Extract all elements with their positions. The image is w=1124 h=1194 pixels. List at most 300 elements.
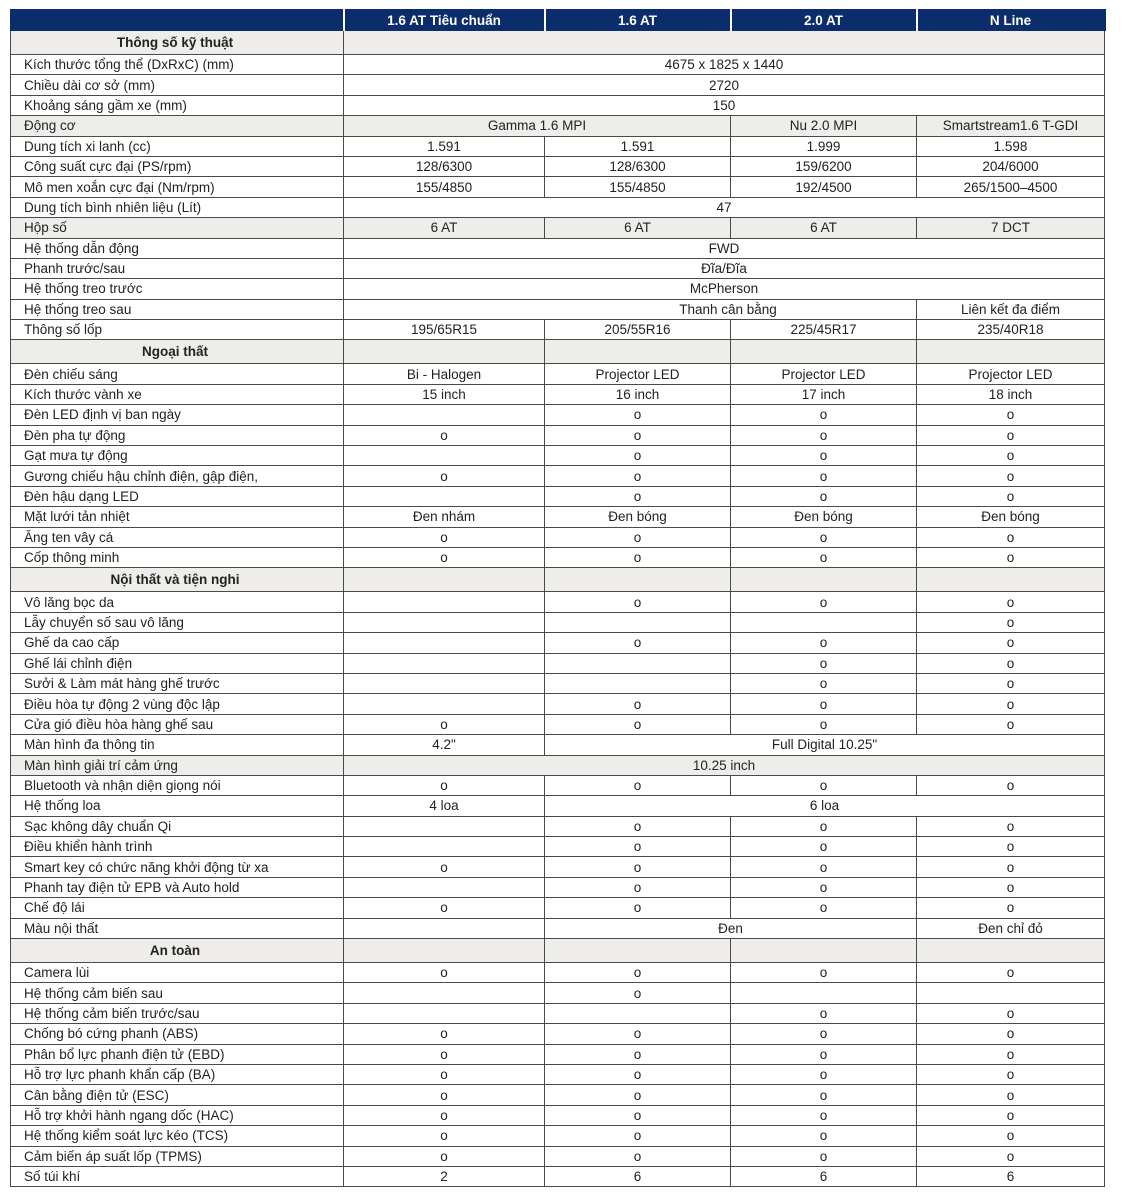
feature-available-mark: o [917, 527, 1105, 547]
spec-value [344, 486, 545, 506]
table-row [11, 116, 1105, 136]
spec-label: Phân bổ lực phanh điện tử (EBD) [11, 1044, 344, 1064]
spec-value: Bi - Halogen [344, 364, 545, 384]
table-row [11, 75, 1105, 95]
spec-value: 195/65R15 [344, 320, 545, 340]
spec-label: Vô lăng bọc da [11, 592, 344, 612]
section-header-row [11, 939, 1105, 963]
table-row [11, 425, 1105, 445]
spec-value [545, 1003, 731, 1023]
spec-label: Hệ thống treo sau [11, 299, 344, 319]
spec-value: 150 [344, 95, 1105, 115]
feature-available-mark: o [344, 527, 545, 547]
feature-available-mark: o [545, 983, 731, 1003]
feature-available-mark: o [344, 1044, 545, 1064]
spec-value [917, 939, 1105, 963]
feature-available-mark: o [545, 425, 731, 445]
feature-available-mark: o [731, 1146, 917, 1166]
spec-value [917, 340, 1105, 364]
table-row [11, 1024, 1105, 1044]
spec-label: Cân bằng điện tử (ESC) [11, 1085, 344, 1105]
feature-available-mark: o [917, 694, 1105, 714]
feature-available-mark: o [545, 837, 731, 857]
spec-value [731, 939, 917, 963]
spec-value [545, 568, 731, 592]
feature-available-mark: o [917, 837, 1105, 857]
table-row [11, 1105, 1105, 1125]
feature-available-mark: o [344, 1024, 545, 1044]
spec-value: 4.2" [344, 735, 545, 755]
feature-available-mark: o [731, 1064, 917, 1084]
table-row [11, 963, 1105, 983]
spec-label: Màn hình đa thông tin [11, 735, 344, 755]
feature-available-mark: o [731, 446, 917, 466]
header-variant-n-line: N Line [917, 10, 1105, 31]
table-row [11, 258, 1105, 278]
feature-available-mark: o [344, 466, 545, 486]
feature-available-mark: o [344, 963, 545, 983]
feature-available-mark: o [917, 673, 1105, 693]
spec-value: FWD [344, 238, 1105, 258]
spec-label: Màn hình giải trí cảm ứng [11, 755, 344, 775]
spec-label: Hệ thống dẫn động [11, 238, 344, 258]
table-row [11, 1003, 1105, 1023]
spec-value: Projector LED [917, 364, 1105, 384]
spec-label: Bluetooth và nhận diện giọng nói [11, 775, 344, 795]
section-header-row [11, 568, 1105, 592]
spec-value [917, 568, 1105, 592]
spec-label: Gạt mưa tự động [11, 446, 344, 466]
spec-label: Dung tích bình nhiên liệu (Lít) [11, 197, 344, 217]
spec-value [731, 340, 917, 364]
table-row [11, 1166, 1105, 1186]
spec-value: 155/4850 [344, 177, 545, 197]
feature-available-mark: o [545, 898, 731, 918]
spec-value: 2 [344, 1166, 545, 1186]
feature-available-mark: o [731, 653, 917, 673]
spec-value: 6 AT [344, 218, 545, 238]
spec-value [344, 592, 545, 612]
spec-value: 6 AT [545, 218, 731, 238]
spec-value: 235/40R18 [917, 320, 1105, 340]
feature-available-mark: o [917, 816, 1105, 836]
spec-label: Dung tích xi lanh (cc) [11, 136, 344, 156]
feature-available-mark: o [545, 857, 731, 877]
spec-value: Đen bóng [545, 507, 731, 527]
spec-value: 128/6300 [344, 156, 545, 176]
spec-value: 225/45R17 [731, 320, 917, 340]
feature-available-mark: o [917, 775, 1105, 795]
feature-available-mark: o [917, 714, 1105, 734]
spec-label: Đèn pha tự động [11, 425, 344, 445]
feature-available-mark: o [731, 633, 917, 653]
feature-available-mark: o [545, 446, 731, 466]
spec-value: Đen bóng [917, 507, 1105, 527]
table-row [11, 136, 1105, 156]
table-row [11, 1146, 1105, 1166]
table-row [11, 857, 1105, 877]
spec-label: Hệ thống kiểm soát lực kéo (TCS) [11, 1126, 344, 1146]
spec-label: Phanh trước/sau [11, 258, 344, 278]
spec-value [344, 568, 545, 592]
feature-available-mark: o [731, 466, 917, 486]
feature-available-mark: o [917, 1085, 1105, 1105]
table-row [11, 466, 1105, 486]
spec-label: Kích thước tổng thể (DxRxC) (mm) [11, 55, 344, 75]
spec-label: Chế độ lái [11, 898, 344, 918]
feature-available-mark: o [731, 1105, 917, 1125]
spec-value [344, 877, 545, 897]
spec-value: 204/6000 [917, 156, 1105, 176]
table-row [11, 735, 1105, 755]
spec-value: 155/4850 [545, 177, 731, 197]
feature-available-mark: o [731, 1003, 917, 1023]
feature-available-mark: o [731, 898, 917, 918]
feature-available-mark: o [917, 963, 1105, 983]
table-row [11, 633, 1105, 653]
feature-available-mark: o [917, 405, 1105, 425]
section-title: Ngoại thất [11, 340, 344, 364]
feature-available-mark: o [731, 405, 917, 425]
spec-label: Chống bó cứng phanh (ABS) [11, 1024, 344, 1044]
feature-available-mark: o [917, 653, 1105, 673]
spec-value: Projector LED [545, 364, 731, 384]
feature-available-mark: o [545, 1064, 731, 1084]
table-row [11, 197, 1105, 217]
feature-available-mark: o [545, 1085, 731, 1105]
feature-available-mark: o [731, 694, 917, 714]
feature-available-mark: o [545, 877, 731, 897]
spec-value [917, 983, 1105, 1003]
spec-value [731, 983, 917, 1003]
section-title: Thông số kỹ thuật [11, 31, 344, 55]
header-variant-1-6-at-standard: 1.6 AT Tiêu chuẩn [344, 10, 545, 31]
feature-available-mark: o [545, 486, 731, 506]
table-row [11, 507, 1105, 527]
spec-value: Đĩa/Đĩa [344, 258, 1105, 278]
feature-available-mark: o [545, 963, 731, 983]
feature-available-mark: o [344, 857, 545, 877]
feature-available-mark: o [545, 527, 731, 547]
section-header-row [11, 340, 1105, 364]
spec-label: Mô men xoắn cực đại (Nm/rpm) [11, 177, 344, 197]
feature-available-mark: o [545, 633, 731, 653]
feature-available-mark: o [545, 405, 731, 425]
feature-available-mark: o [545, 592, 731, 612]
spec-value [344, 1003, 545, 1023]
feature-available-mark: o [545, 694, 731, 714]
spec-value [344, 837, 545, 857]
spec-value: Smartstream1.6 T-GDI [917, 116, 1105, 136]
feature-available-mark: o [731, 837, 917, 857]
table-row [11, 279, 1105, 299]
feature-available-mark: o [917, 1024, 1105, 1044]
spec-value: 128/6300 [545, 156, 731, 176]
spec-label: Hộp số [11, 218, 344, 238]
table-row [11, 796, 1105, 816]
spec-value: 1.591 [545, 136, 731, 156]
spec-value [344, 939, 545, 963]
feature-available-mark: o [344, 425, 545, 445]
spec-label: Công suất cực đại (PS/rpm) [11, 156, 344, 176]
spec-label: Điều hòa tự động 2 vùng độc lập [11, 694, 344, 714]
spec-value [731, 612, 917, 632]
table-row [11, 527, 1105, 547]
feature-available-mark: o [917, 486, 1105, 506]
feature-available-mark: o [545, 1024, 731, 1044]
spec-label: Điều khiển hành trình [11, 837, 344, 857]
table-row [11, 238, 1105, 258]
feature-available-mark: o [731, 673, 917, 693]
feature-available-mark: o [545, 1105, 731, 1125]
table-row [11, 653, 1105, 673]
spec-value [731, 568, 917, 592]
spec-value [344, 633, 545, 653]
spec-value: 1.598 [917, 136, 1105, 156]
table-row [11, 1064, 1105, 1084]
feature-available-mark: o [344, 775, 545, 795]
feature-available-mark: o [917, 592, 1105, 612]
header-blank [11, 10, 344, 31]
spec-label: Động cơ [11, 116, 344, 136]
spec-label: Ghế lái chỉnh điện [11, 653, 344, 673]
feature-available-mark: o [917, 612, 1105, 632]
table-row [11, 218, 1105, 238]
table-row [11, 1085, 1105, 1105]
feature-available-mark: o [545, 816, 731, 836]
spec-value [545, 939, 731, 963]
spec-label: Hỗ trợ lực phanh khẩn cấp (BA) [11, 1064, 344, 1084]
section-header-row [11, 31, 1105, 55]
feature-available-mark: o [731, 775, 917, 795]
spec-value [344, 340, 545, 364]
spec-value [344, 673, 545, 693]
feature-available-mark: o [731, 857, 917, 877]
spec-label: Hệ thống cảm biến sau [11, 983, 344, 1003]
feature-available-mark: o [917, 446, 1105, 466]
feature-available-mark: o [917, 547, 1105, 567]
spec-value: Full Digital 10.25" [545, 735, 1105, 755]
spec-label: Khoảng sáng gầm xe (mm) [11, 95, 344, 115]
feature-available-mark: o [917, 857, 1105, 877]
spec-label: Hệ thống loa [11, 796, 344, 816]
feature-available-mark: o [344, 547, 545, 567]
feature-available-mark: o [917, 633, 1105, 653]
table-row [11, 486, 1105, 506]
spec-label: Màu nội thất [11, 918, 344, 938]
feature-available-mark: o [545, 775, 731, 795]
spec-label: Đèn hậu dạng LED [11, 486, 344, 506]
spec-value [344, 918, 545, 938]
feature-available-mark: o [731, 486, 917, 506]
feature-available-mark: o [545, 714, 731, 734]
table-row [11, 983, 1105, 1003]
feature-available-mark: o [731, 714, 917, 734]
feature-available-mark: o [917, 1064, 1105, 1084]
section-title: Nội thất và tiện nghi [11, 568, 344, 592]
table-row [11, 612, 1105, 632]
table-row [11, 320, 1105, 340]
table-row [11, 898, 1105, 918]
feature-available-mark: o [731, 527, 917, 547]
feature-available-mark: o [545, 466, 731, 486]
feature-available-mark: o [344, 1064, 545, 1084]
header-variant-2-0-at: 2.0 AT [731, 10, 917, 31]
spec-value: Đen bóng [731, 507, 917, 527]
feature-available-mark: o [917, 1044, 1105, 1064]
table-row [11, 384, 1105, 404]
spec-value: 6 AT [731, 218, 917, 238]
spec-value: 4675 x 1825 x 1440 [344, 55, 1105, 75]
spec-value [344, 446, 545, 466]
spec-value: Thanh cân bằng [344, 299, 917, 319]
table-row [11, 877, 1105, 897]
feature-available-mark: o [545, 1146, 731, 1166]
spec-label: Hệ thống treo trước [11, 279, 344, 299]
feature-available-mark: o [917, 1105, 1105, 1125]
spec-label: Ghế da cao cấp [11, 633, 344, 653]
spec-label: Hệ thống cảm biến trước/sau [11, 1003, 344, 1023]
spec-value: 47 [344, 197, 1105, 217]
spec-value [344, 694, 545, 714]
table-row [11, 547, 1105, 567]
table-row [11, 918, 1105, 938]
spec-label: Smart key có chức năng khởi động từ xa [11, 857, 344, 877]
table-row [11, 156, 1105, 176]
spec-value [344, 405, 545, 425]
spec-label: Lẫy chuyển số sau vô lăng [11, 612, 344, 632]
table-row [11, 714, 1105, 734]
spec-value: Gamma 1.6 MPI [344, 116, 731, 136]
feature-available-mark: o [917, 466, 1105, 486]
spec-value: 7 DCT [917, 218, 1105, 238]
spec-value: 10.25 inch [344, 755, 1105, 775]
table-row [11, 775, 1105, 795]
spec-value: 6 [545, 1166, 731, 1186]
feature-available-mark: o [731, 1044, 917, 1064]
feature-available-mark: o [344, 898, 545, 918]
feature-available-mark: o [917, 1126, 1105, 1146]
spec-value: McPherson [344, 279, 1105, 299]
feature-available-mark: o [545, 1126, 731, 1146]
spec-value: Nu 2.0 MPI [731, 116, 917, 136]
table-row [11, 816, 1105, 836]
spec-value: 16 inch [545, 384, 731, 404]
spec-value: 159/6200 [731, 156, 917, 176]
spec-value: 6 loa [545, 796, 1105, 816]
table-row [11, 592, 1105, 612]
spec-value [344, 653, 545, 673]
spec-label: Phanh tay điện tử EPB và Auto hold [11, 877, 344, 897]
feature-available-mark: o [344, 714, 545, 734]
spec-value: 1.999 [731, 136, 917, 156]
spec-label: Chiều dài cơ sở (mm) [11, 75, 344, 95]
spec-value [545, 612, 731, 632]
table-row [11, 177, 1105, 197]
feature-available-mark: o [917, 898, 1105, 918]
spec-label: Cốp thông minh [11, 547, 344, 567]
spec-value: 6 [917, 1166, 1105, 1186]
spec-value [344, 612, 545, 632]
feature-available-mark: o [344, 1146, 545, 1166]
spec-value: 265/1500–4500 [917, 177, 1105, 197]
header-variant-1-6-at: 1.6 AT [545, 10, 731, 31]
spec-value [344, 983, 545, 1003]
table-row [11, 694, 1105, 714]
spec-value [545, 653, 731, 673]
table-row [11, 364, 1105, 384]
feature-available-mark: o [731, 816, 917, 836]
spec-value: 15 inch [344, 384, 545, 404]
spec-value: 205/55R16 [545, 320, 731, 340]
spec-label: Thông số lốp [11, 320, 344, 340]
spec-label: Cảm biến áp suất lốp (TPMS) [11, 1146, 344, 1166]
spec-value: 17 inch [731, 384, 917, 404]
spec-value: 1.591 [344, 136, 545, 156]
spec-label: Sạc không dây chuẩn Qi [11, 816, 344, 836]
table-row [11, 673, 1105, 693]
section-title: An toàn [11, 939, 344, 963]
spec-label: Camera lùi [11, 963, 344, 983]
feature-available-mark: o [731, 425, 917, 445]
spec-value: 192/4500 [731, 177, 917, 197]
spec-value: Đen [545, 918, 917, 938]
spec-label: Hỗ trợ khởi hành ngang dốc (HAC) [11, 1105, 344, 1125]
feature-available-mark: o [731, 547, 917, 567]
spec-value: 2720 [344, 75, 1105, 95]
feature-available-mark: o [731, 592, 917, 612]
spec-value [545, 340, 731, 364]
table-row [11, 1044, 1105, 1064]
spec-value: Đen nhám [344, 507, 545, 527]
spec-value: Projector LED [731, 364, 917, 384]
spec-value: 18 inch [917, 384, 1105, 404]
spec-value [545, 673, 731, 693]
spec-label: Số túi khí [11, 1166, 344, 1186]
table-row [11, 95, 1105, 115]
spec-label: Mặt lưới tản nhiệt [11, 507, 344, 527]
table-row [11, 299, 1105, 319]
feature-available-mark: o [344, 1126, 545, 1146]
feature-available-mark: o [917, 1146, 1105, 1166]
spec-label: Đèn chiếu sáng [11, 364, 344, 384]
feature-available-mark: o [731, 1126, 917, 1146]
table-row [11, 1126, 1105, 1146]
section-spacer-cell [344, 31, 1105, 55]
feature-available-mark: o [545, 1044, 731, 1064]
feature-available-mark: o [344, 1105, 545, 1125]
feature-available-mark: o [917, 877, 1105, 897]
table-row [11, 55, 1105, 75]
table-row [11, 755, 1105, 775]
spec-label: Kích thước vành xe [11, 384, 344, 404]
feature-available-mark: o [917, 1003, 1105, 1023]
feature-available-mark: o [731, 1024, 917, 1044]
feature-available-mark: o [731, 877, 917, 897]
spec-table-body [11, 31, 1105, 1187]
spec-label: Đèn LED định vị ban ngày [11, 405, 344, 425]
spec-value: Đen chỉ đỏ [917, 918, 1105, 938]
spec-value: 6 [731, 1166, 917, 1186]
spec-value [344, 816, 545, 836]
feature-available-mark: o [917, 425, 1105, 445]
feature-available-mark: o [545, 547, 731, 567]
table-header-row [11, 10, 1105, 31]
table-row [11, 405, 1105, 425]
spec-table [10, 9, 1106, 1187]
spec-label: Ăng ten vây cá [11, 527, 344, 547]
spec-label: Gương chiếu hậu chỉnh điện, gập điện, [11, 466, 344, 486]
